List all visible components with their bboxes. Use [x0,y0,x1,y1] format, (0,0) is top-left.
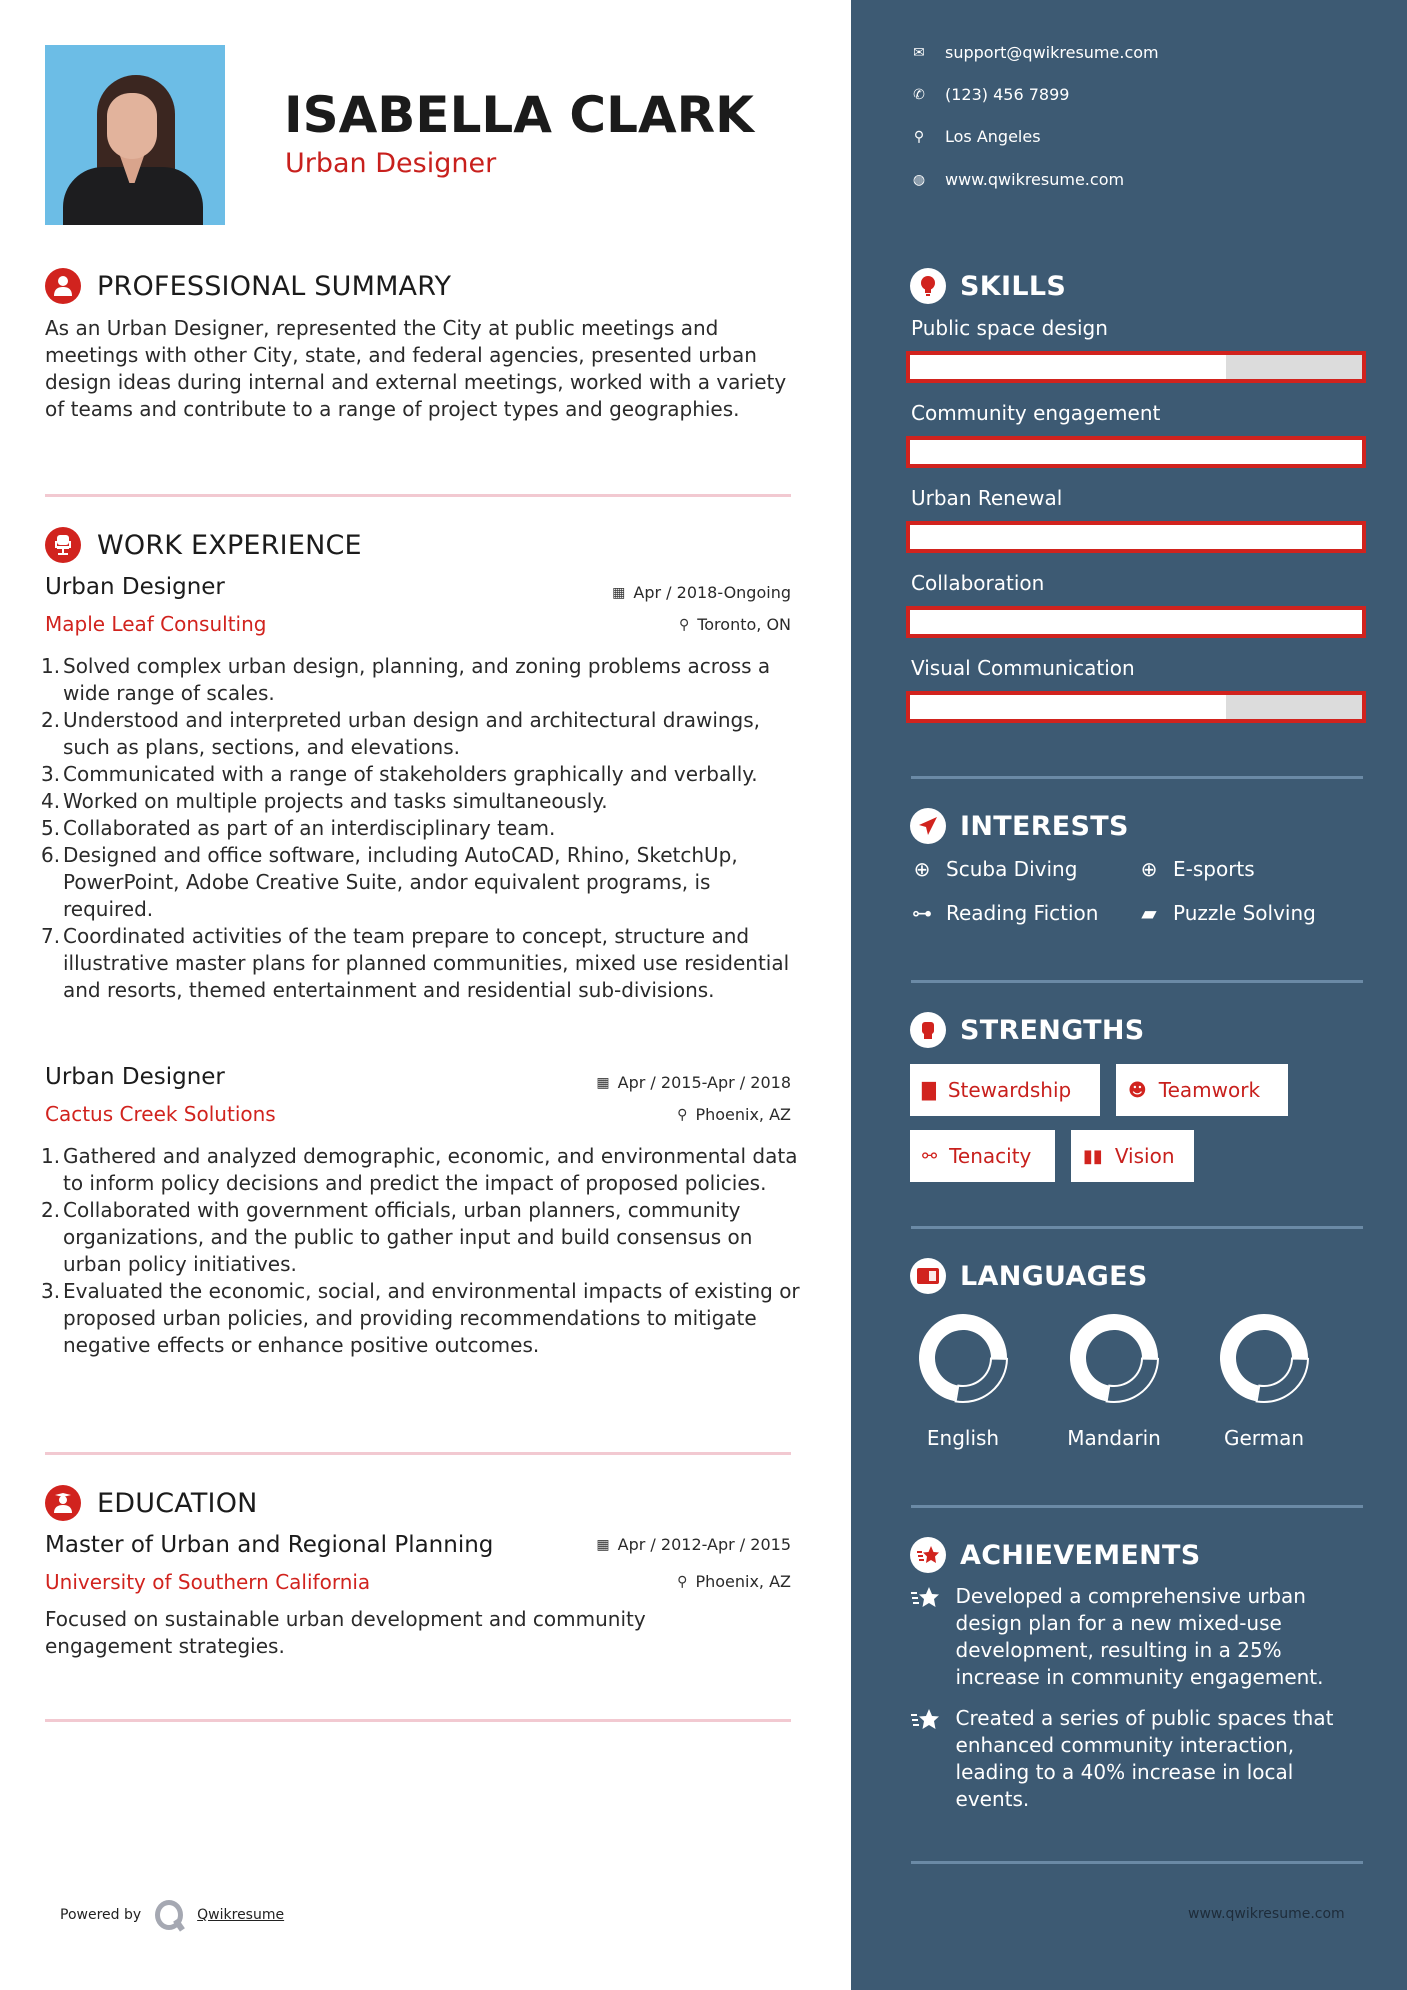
qwikresume-logo-icon [155,1900,183,1930]
envelope-icon: ✉ [913,44,925,61]
experience-heading [45,527,362,563]
sidebar-divider [911,980,1363,983]
graduate-icon [45,1485,81,1521]
paper-plane-icon [910,808,946,844]
contact-email[interactable]: ✉ support@qwikresume.com [911,43,1159,62]
qwikresume-link[interactable]: Qwikresume [197,1907,285,1923]
powered-by-label: Powered by [60,1907,142,1923]
candidate-name: ISABELLA CLARK [284,86,754,144]
users-icon: ☻ [1128,1079,1147,1101]
chair-icon [45,527,81,563]
language-label: English [926,1426,1000,1450]
skill-bar [906,606,1366,638]
pushpin-icon: ⚲ [678,616,690,633]
interest-item: ▰ Puzzle Solving [1137,901,1316,925]
language-donut [1068,1312,1160,1404]
phone-icon: ✆ [913,86,925,103]
language-donut [1218,1312,1310,1404]
language-label: German [1223,1426,1305,1450]
section-divider [45,1719,791,1722]
job-bullets [45,653,801,1004]
fist-icon [910,1012,946,1048]
list-item: Collaborated with government officials, urban planners, community organizations, and the public to gather input and build consensus on urban policy initiatives. [63,1198,753,1276]
job-dates: ▦ Apr / 2015-Apr / 2018 [596,1073,791,1092]
sidebar-divider [911,1226,1363,1229]
interest-item: ⊕ E-sports [1137,857,1255,881]
language-item [903,1312,1023,1450]
strength-badge: ⚯ Tenacity [910,1130,1055,1182]
skill-label: Collaboration [911,571,1045,595]
list-item: Designed and office software, including AutoCAD, Rhino, SketchUp, PowerPoint, Adobe Creative Suite, andor equivalent programs, is required. [63,843,738,921]
shooting-star-icon [910,1583,946,1691]
calendar-icon: ▦ [596,1074,610,1091]
interests-heading [910,808,1129,844]
language-donut [917,1312,1009,1404]
pushpin-icon: ⚲ [677,1106,688,1123]
achievements-heading [910,1537,1201,1573]
experience-title: WORK EXPERIENCE [97,529,362,561]
achievement-item: Created a series of public spaces that enhanced community interaction, leading to a 40% increase in local events. [910,1705,1360,1813]
sidebar-divider [911,1861,1363,1864]
interest-item: ⊕ Scuba Diving [910,857,1077,881]
skills-title: SKILLS [960,270,1067,302]
life-ring-icon: ⊕ [913,857,931,881]
candidate-title: Urban Designer [285,148,497,179]
summary-title: PROFESSIONAL SUMMARY [97,270,452,302]
language-item [1054,1312,1174,1450]
calendar-icon: ▦ [612,584,626,601]
job-company: Cactus Creek Solutions [45,1102,276,1126]
list-item: Gathered and analyzed demographic, economic, and environmental data to inform policy decisions and predict the impact of proposed policies. [63,1144,798,1195]
photo-face [107,93,157,159]
list-item: Worked on multiple projects and tasks simultaneously. [63,789,608,813]
section-divider [45,1452,791,1455]
education-heading [45,1485,258,1521]
gamepad-icon: ⊶ [912,901,932,925]
contact-phone[interactable]: ✆ (123) 456 7899 [911,85,1069,104]
skill-fill [910,355,1226,379]
job-location: ⚲ Phoenix, AZ [677,1105,791,1124]
languages-title: LANGUAGES [960,1260,1148,1292]
education-description: Focused on sustainable urban development and community engagement strategies. [45,1607,646,1658]
life-ring-icon: ⊕ [1140,857,1158,881]
skill-fill [910,525,1362,549]
strength-badge: ▇ Stewardship [910,1064,1100,1116]
map-marker-icon: ⚲ [913,128,925,145]
book-icon: ▰ [1141,901,1157,925]
skill-label: Public space design [911,316,1108,340]
job-location: ⚲ Toronto, ON [678,615,791,634]
degree-title: Master of Urban and Regional Planning [45,1532,494,1558]
contact-location: ⚲ Los Angeles [911,127,1041,146]
skill-bar [906,436,1366,468]
strengths-title: STRENGTHS [960,1014,1145,1046]
skill-bar [906,351,1366,383]
list-item: Understood and interpreted urban design and architectural drawings, such as plans, sections, and elevations. [63,708,761,759]
section-divider [45,494,791,497]
summary-heading [45,268,451,304]
job-title: Urban Designer [45,574,225,600]
languages-heading [910,1258,1148,1294]
achievements-title: ACHIEVEMENTS [960,1539,1201,1571]
achievement-item: Developed a comprehensive urban design plan for a new mixed-use development, resulting in a 25% increase in community engagement. [910,1583,1360,1691]
language-icon [910,1258,946,1294]
job-bullets [45,1143,801,1359]
briefcase-icon: ▇ [922,1079,936,1101]
calendar-icon: ▦ [596,1536,610,1553]
skill-bar [906,521,1366,553]
powered-by [60,1900,284,1930]
list-item: Communicated with a range of stakeholders graphically and verbally. [63,762,758,786]
interest-item: ⊶ Reading Fiction [912,901,1099,925]
job-dates: ▦ Apr / 2018-Ongoing [612,583,791,602]
education-title: EDUCATION [97,1487,258,1519]
shooting-star-icon [910,1705,946,1813]
skill-bar [906,691,1366,723]
list-item: Coordinated activities of the team prepare to concept, structure and illustrative master plans for planned communities, mixed use residential and resorts, themed entertainment and residential sub-divisions. [63,924,790,1002]
contact-website[interactable]: ◍ www.qwikresume.com [912,170,1125,189]
sidebar-divider [911,776,1363,779]
profile-photo [45,45,225,225]
language-label: Mandarin [1067,1426,1161,1450]
list-item: Solved complex urban design, planning, and zoning problems across a wide range of scales. [63,654,771,705]
skills-heading [910,268,1066,304]
summary-text: As an Urban Designer, represented the City at public meetings and meetings with other City, state, and federal agencies, presented urban design ideas during internal and external meetings, worked with a variety of teams and contribute to a range of project types and geographies. [45,316,787,421]
skill-fill [910,610,1362,634]
strength-badge: ☻ Teamwork [1116,1064,1288,1116]
footer-website[interactable]: www.qwikresume.com [1188,1906,1345,1922]
strength-badge: ▮▮ Vision [1071,1130,1194,1182]
list-item: Collaborated as part of an interdisciplinary team. [63,816,556,840]
globe-icon: ◍ [912,171,926,188]
skill-fill [910,440,1362,464]
language-item [1204,1312,1324,1450]
strengths-heading [910,1012,1145,1048]
school-name: University of Southern California [45,1570,371,1594]
list-item: Evaluated the economic, social, and environmental impacts of existing or proposed urban policies, and providing recommendations to mitigate negative effects or enhance positive outcomes. [63,1279,800,1357]
skill-fill [910,695,1226,719]
education-location: ⚲ Phoenix, AZ [677,1572,791,1591]
shooting-star-icon [910,1537,946,1573]
binoculars-icon: ▮▮ [1083,1145,1103,1167]
lightbulb-icon [910,268,946,304]
job-title: Urban Designer [45,1064,225,1090]
skill-label: Visual Communication [911,656,1135,680]
sidebar-divider [911,1505,1363,1508]
job-company: Maple Leaf Consulting [45,612,267,636]
education-dates: ▦ Apr / 2012-Apr / 2015 [596,1535,791,1554]
link-icon: ⚯ [922,1145,938,1167]
skill-label: Community engagement [911,401,1161,425]
user-icon [45,268,81,304]
skill-label: Urban Renewal [911,486,1063,510]
pushpin-icon: ⚲ [677,1573,688,1590]
interests-title: INTERESTS [960,810,1129,842]
